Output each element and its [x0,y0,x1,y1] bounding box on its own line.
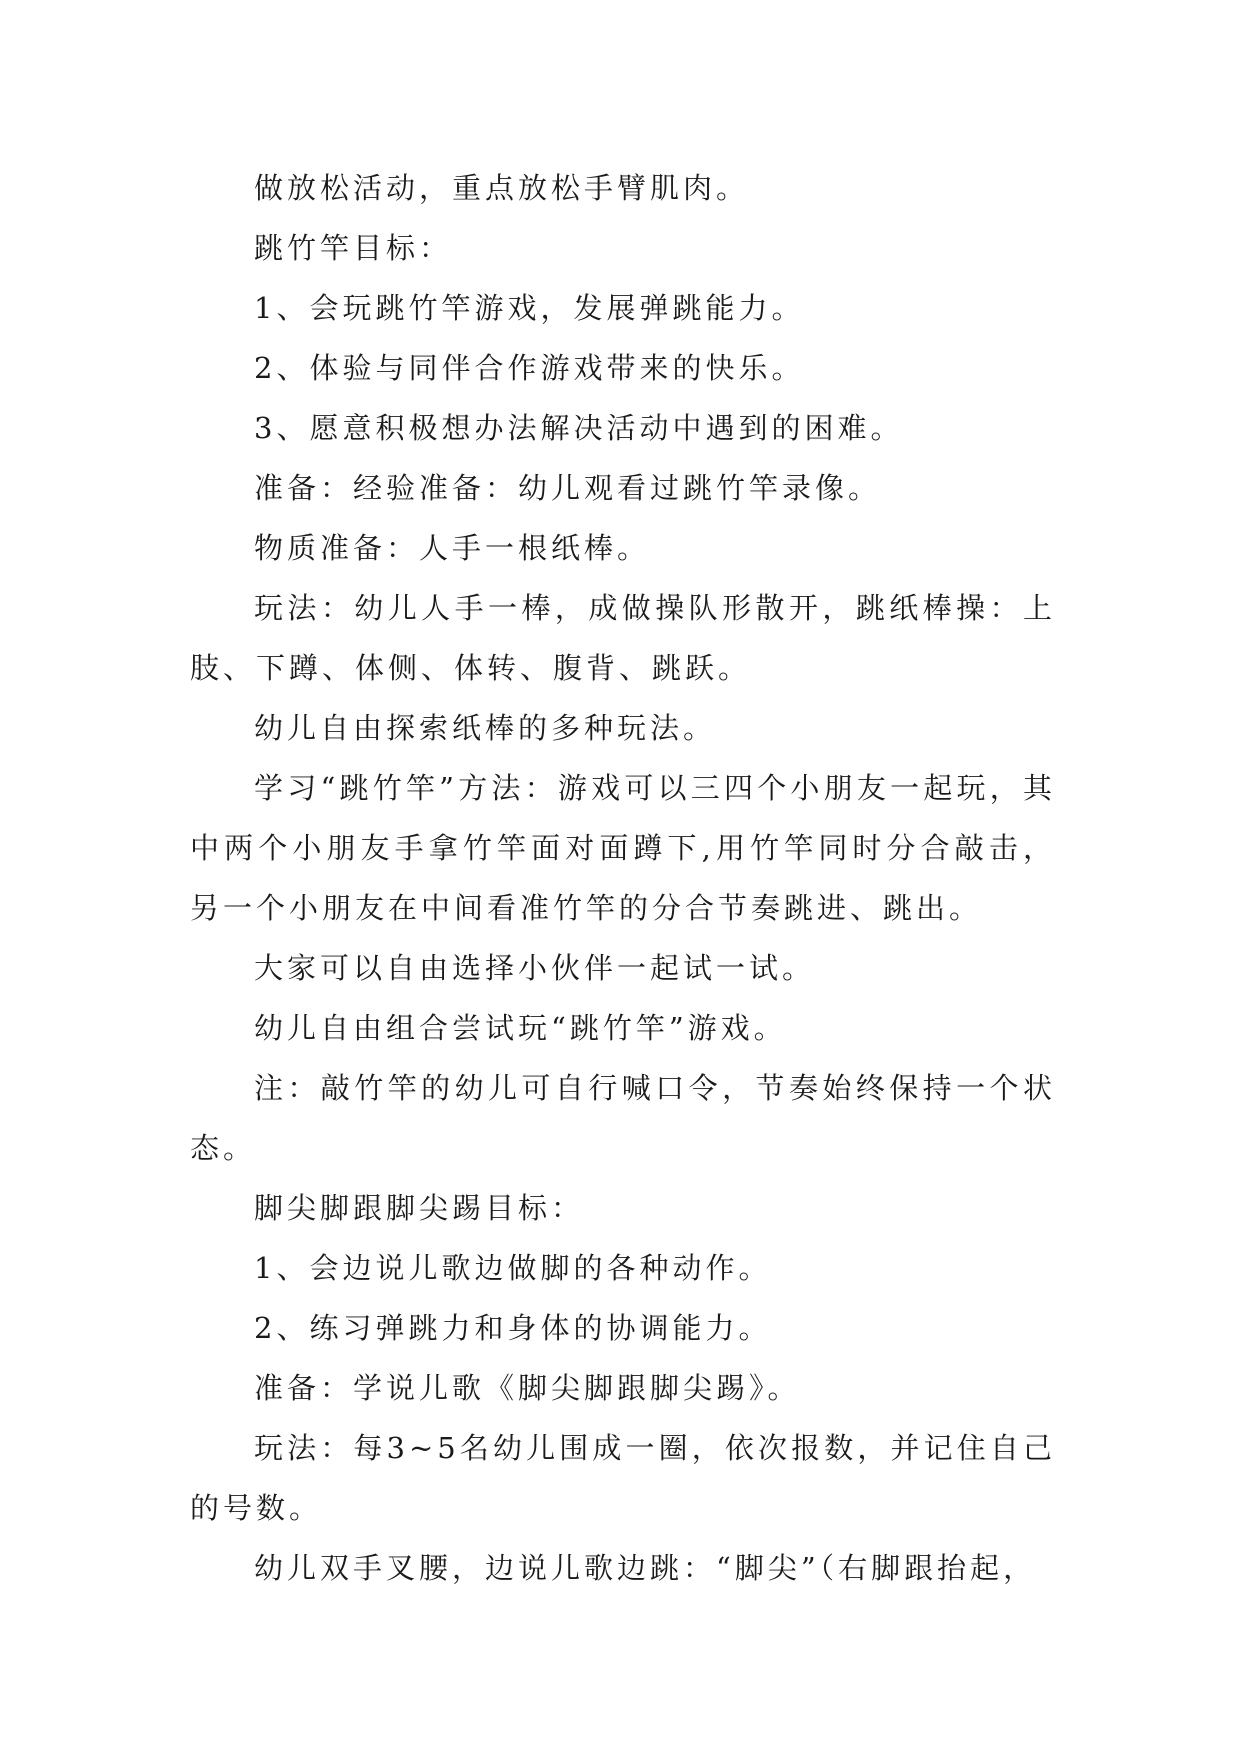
paragraph: 幼儿自由组合尝试玩“跳竹竿”游戏。 [254,1011,787,1045]
list-item: 2、练习弹跳力和身体的协调能力。 [254,1311,772,1345]
paragraph: 玩法：每3~5名幼儿围成一圈，依次报数，并记住自己的号数。 [190,1431,1056,1525]
paragraph: 注：敲竹竿的幼儿可自行喊口令，节奏始终保持一个状态。 [190,1071,1056,1165]
paragraph: 准备：学说儿歌《脚尖脚跟脚尖踢》。 [254,1371,801,1405]
list-item: 1、会边说儿歌边做脚的各种动作。 [254,1251,772,1285]
paragraph: 做放松活动，重点放松手臂肌肉。 [254,171,750,205]
paragraph: 学习“跳竹竿”方法：游戏可以三四个小朋友一起玩，其中两个小朋友手拿竹竿面对面蹲下,用竹竿同时分合敲击，另一个小朋友在中间看准竹竿的分合节奏跳进、跳出。 [190,771,1056,925]
document-body [190,158,1056,1598]
section-heading: 跳竹竿目标： [254,231,453,265]
list-item: 3、愿意积极想办法解决活动中遇到的困难。 [254,411,904,445]
list-item: 2、体验与同伴合作游戏带来的快乐。 [254,351,805,385]
list-item: 1、会玩跳竹竿游戏，发展弹跳能力。 [254,291,805,325]
paragraph: 幼儿自由探索纸棒的多种玩法。 [254,711,717,745]
paragraph: 大家可以自由选择小伙伴一起试一试。 [254,951,816,985]
paragraph: 物质准备：人手一根纸棒。 [254,531,651,565]
paragraph: 幼儿双手叉腰，边说儿歌边跳：“脚尖”（右脚跟抬起， [254,1551,1037,1585]
section-heading: 脚尖脚跟脚尖踢目标： [254,1191,585,1225]
paragraph: 玩法：幼儿人手一棒，成做操队形散开，跳纸棒操：上肢、下蹲、体侧、体转、腹背、跳跃。 [190,591,1056,685]
paragraph: 准备：经验准备：幼儿观看过跳竹竿录像。 [254,471,882,505]
